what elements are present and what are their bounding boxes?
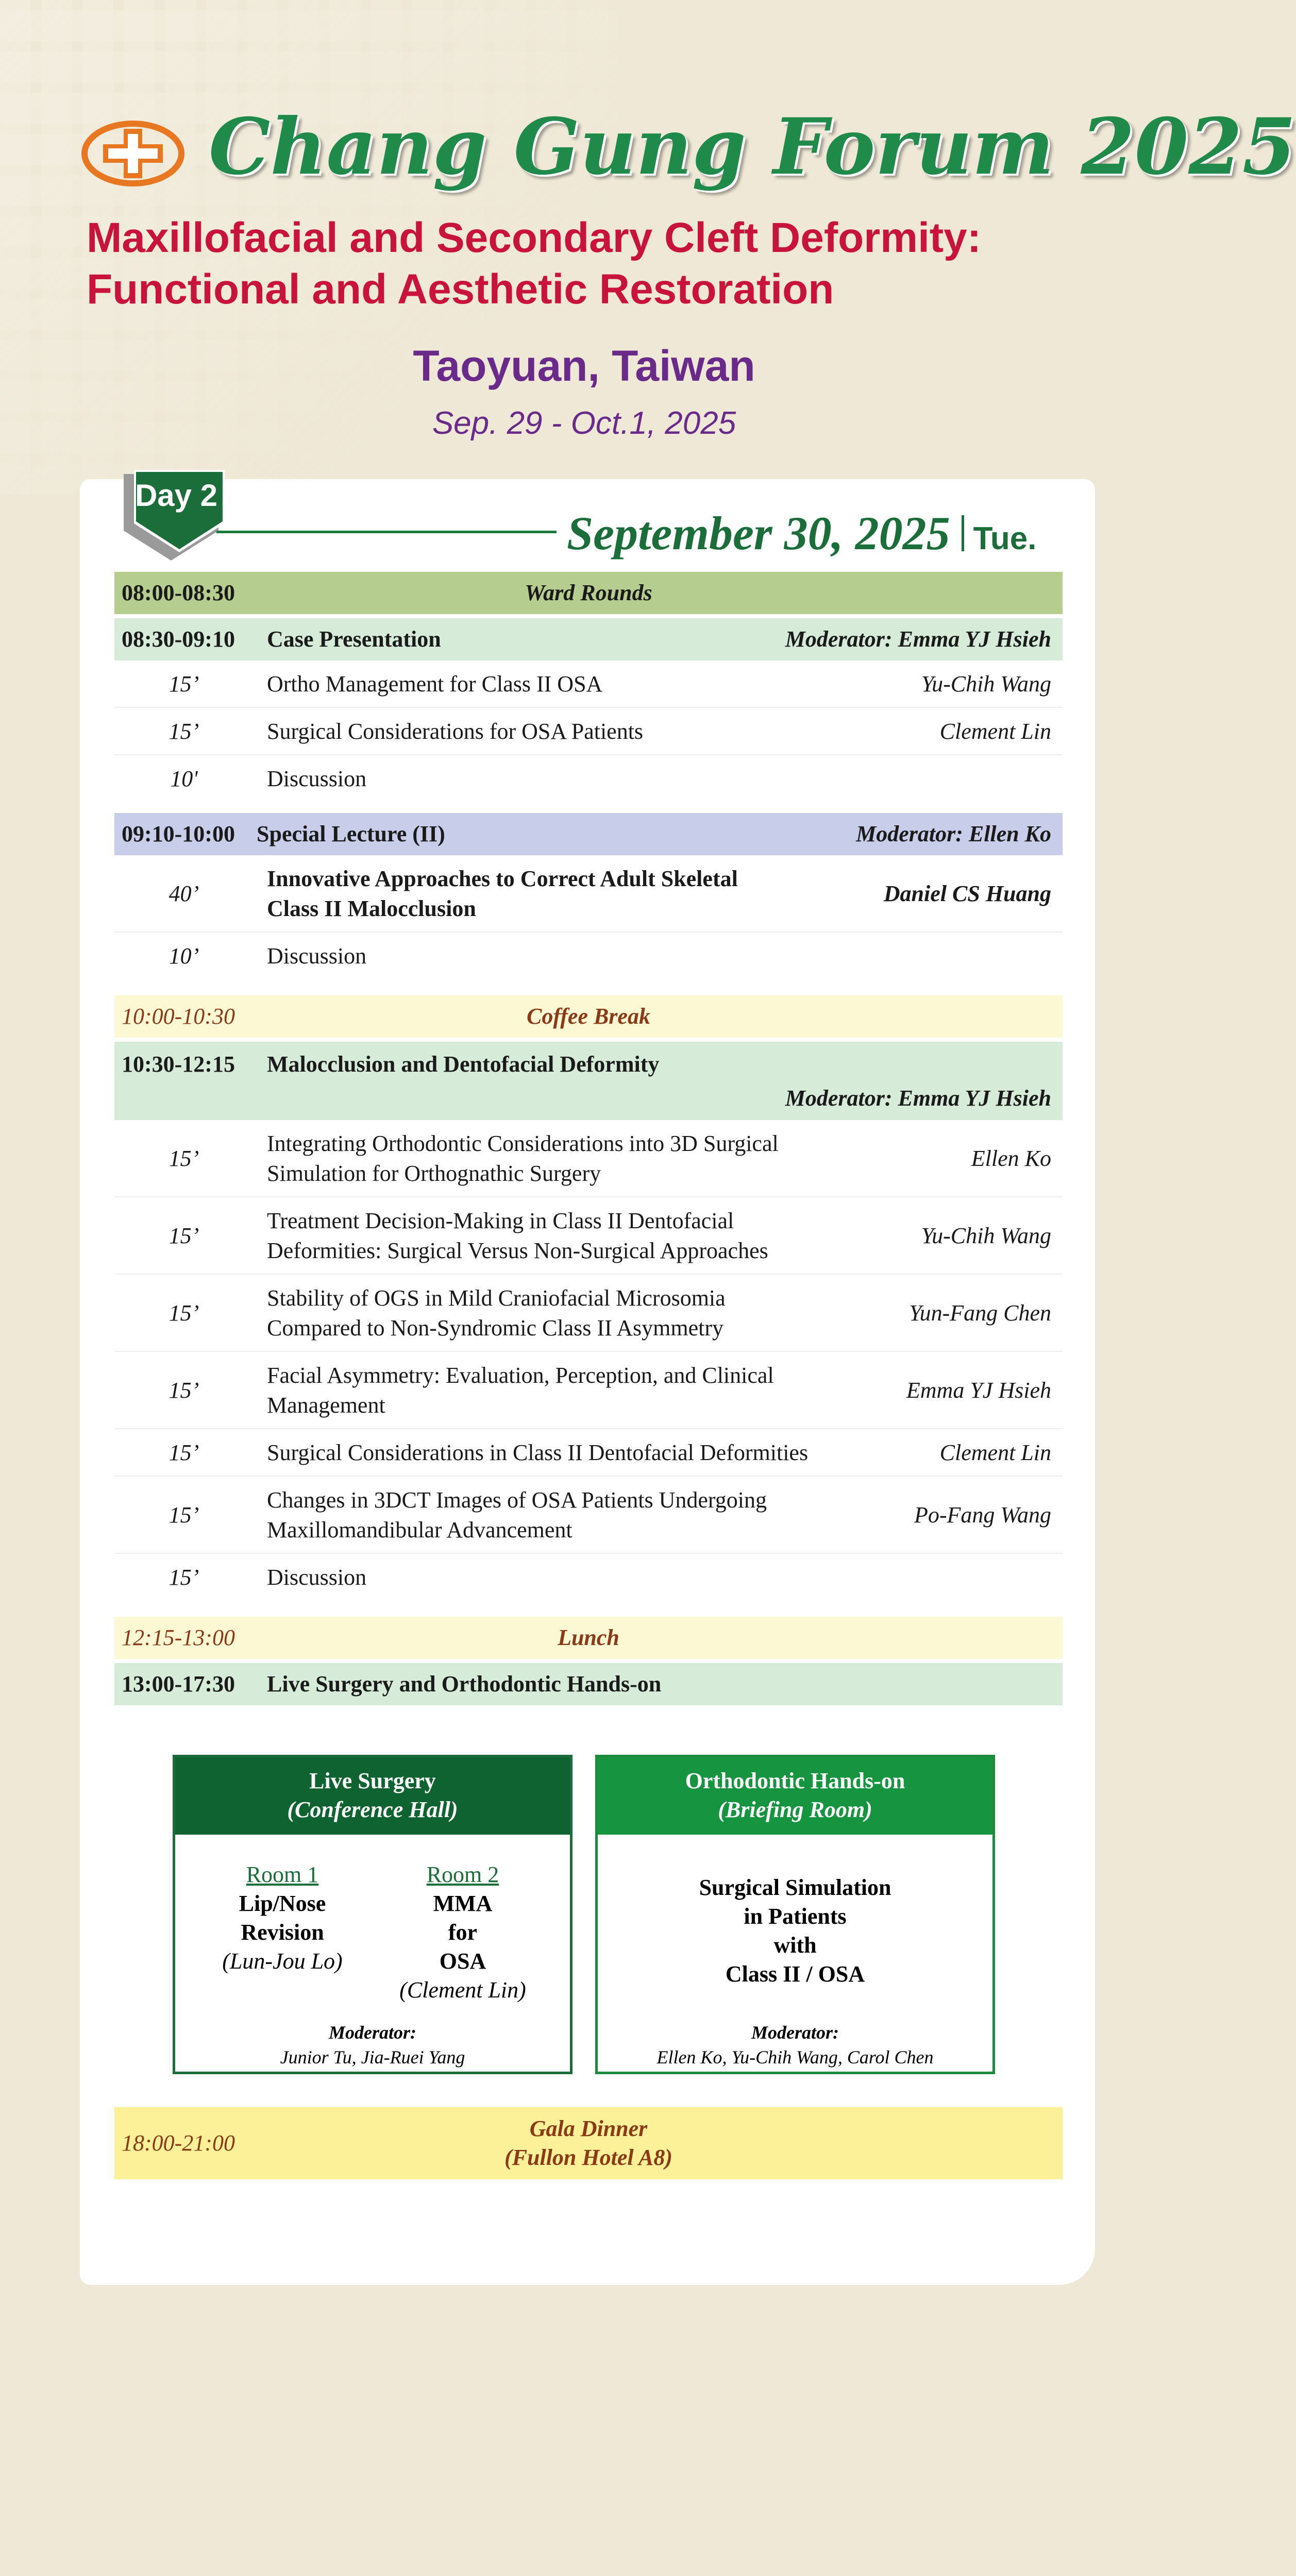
talk-title-line-1: Innovative Approaches to Correct Adult Skeletal xyxy=(267,866,738,891)
ortho-handson-box xyxy=(595,1755,995,2074)
room-1-label: Room 1 xyxy=(246,1862,319,1887)
talk-speaker: Daniel CS Huang xyxy=(883,881,1051,906)
session-title: Coffee Break xyxy=(527,1004,650,1029)
talk-row xyxy=(114,1352,1063,1429)
day-date xyxy=(567,502,1082,570)
parallel-sessions xyxy=(114,1705,1063,2076)
talk-duration: 15’ xyxy=(169,1300,199,1326)
talk-title xyxy=(267,864,875,924)
session-time: 10:30-12:15 xyxy=(122,1052,235,1077)
talk-row xyxy=(114,1477,1063,1554)
talk-title xyxy=(267,1206,875,1266)
room-1-surgeon: (Lun-Jou Lo) xyxy=(222,1948,343,1974)
talk-row xyxy=(114,1197,1063,1275)
moderator-names: Junior Tu, Jia-Ruei Yang xyxy=(280,2047,465,2067)
room-2-procedure-line-1: MMA xyxy=(433,1891,493,1916)
live-surgery-moderator xyxy=(175,2020,570,2070)
talk-title-line-2: Maxillomandibular Advancement xyxy=(267,1517,573,1543)
talk-duration: 15’ xyxy=(169,1146,199,1171)
subtitle-line-1: Maxillofacial and Secondary Cleft Deformity: xyxy=(87,214,982,261)
talk-row xyxy=(114,1429,1063,1477)
talk-title-line-2: Management xyxy=(267,1393,385,1418)
talk-row xyxy=(114,1554,1063,1601)
talk-row xyxy=(114,1275,1063,1352)
talk-title: Surgical Considerations in Class II Dentofacial Deformities xyxy=(267,1440,809,1465)
topic-line-1: Surgical Simulation xyxy=(699,1875,891,1900)
talk-title: Discussion xyxy=(267,766,367,791)
gala-title-line-2: (Fullon Hotel A8) xyxy=(504,2145,672,2170)
session-live-surgery xyxy=(114,1663,1063,1705)
talk-duration: 10’ xyxy=(169,943,199,969)
header xyxy=(0,0,1296,464)
ortho-handson-moderator xyxy=(598,2020,992,2070)
talk-duration: 15’ xyxy=(169,1378,199,1403)
talk-speaker: Emma YJ Hsieh xyxy=(906,1378,1051,1403)
talk-row xyxy=(114,855,1063,933)
session-title: Live Surgery and Orthodontic Hands-on xyxy=(267,1671,662,1697)
gala-title-line-1: Gala Dinner xyxy=(529,2116,648,2141)
day-badge-label: Day 2 xyxy=(134,478,218,513)
talk-title: Ortho Management for Class II OSA xyxy=(267,671,603,697)
spacer xyxy=(114,1659,1063,1663)
location: Taoyuan, Taiwan xyxy=(413,342,755,390)
talk-title: Discussion xyxy=(267,943,367,969)
talk-row xyxy=(114,660,1063,708)
ortho-handson-header xyxy=(598,1757,992,1835)
room-2-surgeon: (Clement Lin) xyxy=(399,1977,526,2003)
moderator-label: Moderator: xyxy=(751,2022,839,2043)
talk-speaker: Clement Lin xyxy=(939,1440,1051,1465)
spacer xyxy=(114,1601,1063,1617)
chang-gung-cross-logo-icon xyxy=(81,117,184,190)
spacer xyxy=(114,2092,1063,2107)
session-time: 09:10-10:00 xyxy=(122,821,235,846)
room-1-procedure-line-2: Revision xyxy=(241,1920,324,1945)
room-1-procedure-line-1: Lip/Nose xyxy=(239,1891,326,1916)
talk-title-line-1: Treatment Decision-Making in Class II Dentofacial xyxy=(267,1208,734,1233)
talk-title-line-1: Stability of OGS in Mild Craniofacial Microsomia xyxy=(267,1285,726,1311)
spacer xyxy=(114,2076,1063,2092)
landscape-decoration xyxy=(0,2524,1168,2576)
spacer xyxy=(114,803,1063,813)
talk-title-line-2: Simulation for Orthognathic Surgery xyxy=(267,1161,601,1186)
topic-line-2: in Patients xyxy=(744,1904,847,1929)
session-title: Lunch xyxy=(558,1625,619,1650)
session-time: 18:00-21:00 xyxy=(122,2130,235,2156)
talk-title-line-2: Deformities: Surgical Versus Non-Surgical Approaches xyxy=(267,1238,768,1263)
talk-duration: 15’ xyxy=(169,719,199,744)
forum-dates: Sep. 29 - Oct.1, 2025 xyxy=(432,405,736,441)
session-title: Ward Rounds xyxy=(525,580,652,605)
talk-speaker: Clement Lin xyxy=(939,719,1051,744)
session-moderator: Moderator: Emma YJ Hsieh xyxy=(785,1086,1051,1111)
day-date-text: September 30, 2025 xyxy=(567,507,950,560)
forum-title: Chang Gung Forum 2025 xyxy=(209,101,1296,192)
session-time: 10:00-10:30 xyxy=(122,1004,235,1029)
talk-speaker: Ellen Ko xyxy=(971,1146,1051,1171)
session-title xyxy=(114,2114,1063,2172)
session-title: Special Lecture (II) xyxy=(257,821,445,846)
talk-speaker: Yu-Chih Wang xyxy=(921,1223,1051,1248)
session-time: 12:15-13:00 xyxy=(122,1625,235,1650)
talk-duration: 15’ xyxy=(169,1565,199,1590)
session-title: Case Presentation xyxy=(267,626,441,652)
session-coffee-break xyxy=(114,995,1063,1038)
subtitle-line-2: Functional and Aesthetic Restoration xyxy=(87,266,834,313)
room-2-procedure-line-3: OSA xyxy=(439,1948,486,1974)
session-special-lecture xyxy=(114,813,1063,855)
session-lunch xyxy=(114,1617,1063,1659)
topic-line-4: Class II / OSA xyxy=(725,1961,865,1987)
live-surgery-venue: (Conference Hall) xyxy=(287,1797,458,1822)
live-surgery-box xyxy=(173,1755,573,2074)
room-2-procedure-line-2: for xyxy=(448,1920,478,1945)
talk-title xyxy=(267,1283,875,1343)
topic-line-3: with xyxy=(773,1933,817,1958)
session-gala-dinner xyxy=(114,2107,1063,2179)
room-1-column xyxy=(200,1860,365,1976)
talk-duration: 15’ xyxy=(169,1440,199,1465)
talk-title: Surgical Considerations for OSA Patients xyxy=(267,719,644,744)
live-surgery-header xyxy=(175,1757,570,1835)
moderator-label: Moderator: xyxy=(329,2022,416,2043)
spacer xyxy=(114,614,1063,618)
talk-title xyxy=(267,1361,875,1420)
talk-row xyxy=(114,1120,1063,1197)
talk-speaker: Yu-Chih Wang xyxy=(921,671,1051,697)
talk-row xyxy=(114,755,1063,803)
talk-duration: 15’ xyxy=(169,1223,199,1248)
talk-duration: 10' xyxy=(170,766,198,791)
talk-title xyxy=(267,1485,875,1545)
talk-duration: 40’ xyxy=(169,881,199,906)
talk-title-line-1: Integrating Orthodontic Considerations into 3D Surgical xyxy=(267,1131,779,1156)
talk-title-line-1: Facial Asymmetry: Evaluation, Perception, and Clinical xyxy=(267,1363,774,1388)
ortho-handson-heading: Orthodontic Hands-on xyxy=(685,1768,905,1793)
talk-row xyxy=(114,933,1063,980)
talk-row xyxy=(114,708,1063,755)
forum-subtitle xyxy=(87,212,1091,315)
program-schedule xyxy=(114,572,1063,2179)
session-case-presentation xyxy=(114,618,1063,660)
room-2-column xyxy=(380,1860,545,2005)
talk-title-line-2: Class II Malocclusion xyxy=(267,896,476,921)
spacer xyxy=(114,980,1063,995)
session-moderator: Moderator: Emma YJ Hsieh xyxy=(785,626,1051,652)
session-title: Malocclusion and Dentofacial Deformity xyxy=(267,1052,660,1077)
session-time: 08:30-09:10 xyxy=(122,626,235,652)
live-surgery-heading: Live Surgery xyxy=(309,1768,436,1793)
day-weekday: Tue. xyxy=(973,521,1037,556)
talk-title xyxy=(267,1129,875,1189)
talk-duration: 15’ xyxy=(169,671,199,697)
talk-speaker: Po-Fang Wang xyxy=(914,1502,1051,1528)
talk-title-line-1: Changes in 3DCT Images of OSA Patients Undergoing xyxy=(267,1487,767,1513)
session-time: 08:00-08:30 xyxy=(122,580,235,605)
talk-title-line-2: Compared to Non-Syndromic Class II Asymmetry xyxy=(267,1315,724,1341)
session-ward-rounds xyxy=(114,572,1063,614)
talk-duration: 15’ xyxy=(169,1502,199,1528)
talk-speaker: Yun-Fang Chen xyxy=(909,1300,1051,1326)
ortho-handson-topic xyxy=(598,1873,992,1989)
session-time: 13:00-17:30 xyxy=(122,1671,235,1697)
day-divider-line xyxy=(216,531,557,533)
ortho-handson-venue: (Briefing Room) xyxy=(718,1797,872,1822)
moderator-names: Ellen Ko, Yu-Chih Wang, Carol Chen xyxy=(657,2047,934,2067)
room-2-label: Room 2 xyxy=(426,1862,499,1887)
talk-title: Discussion xyxy=(267,1565,367,1590)
date-separator xyxy=(962,515,964,551)
spacer xyxy=(114,1038,1063,1042)
session-malocclusion xyxy=(114,1042,1063,1120)
session-moderator: Moderator: Ellen Ko xyxy=(856,821,1051,846)
